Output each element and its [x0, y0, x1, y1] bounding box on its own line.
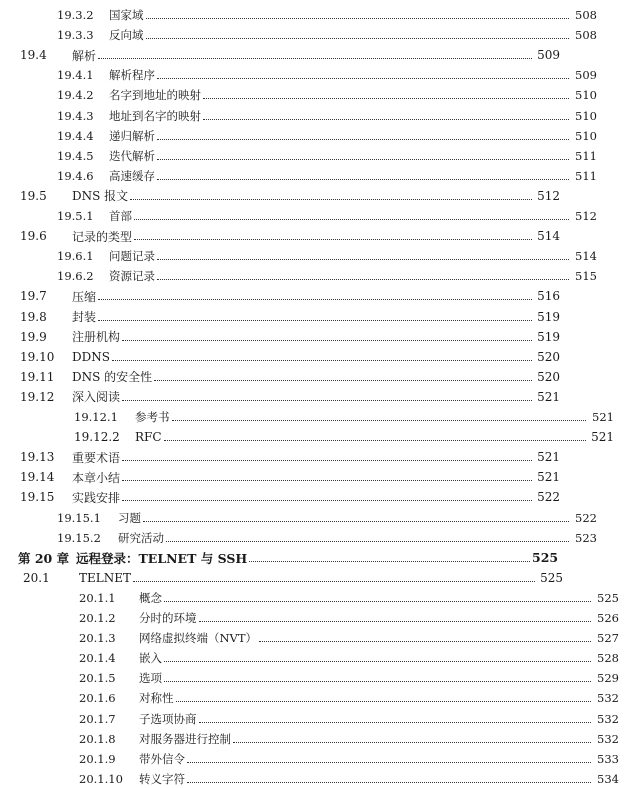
dot-leader [134, 238, 532, 240]
toc-entry-page: 509 [537, 48, 560, 63]
toc-entry[interactable] [0, 267, 611, 285]
toc-entry-page: 521 [592, 410, 614, 424]
toc-entry-title: 国家域 [109, 8, 144, 22]
toc-entry[interactable] [0, 609, 633, 627]
toc-entry-title: 首部 [109, 209, 132, 223]
toc-entry-page: 512 [575, 209, 597, 223]
toc-entry[interactable] [0, 147, 611, 165]
toc-entry-title: RFC [135, 430, 162, 445]
dot-leader [157, 158, 569, 160]
toc-entry[interactable] [0, 46, 574, 64]
dot-leader [164, 680, 591, 682]
toc-entry-number: 19.4.4 [57, 128, 94, 143]
dot-leader [203, 97, 569, 99]
toc-entry[interactable] [0, 388, 574, 406]
toc-entry-number: 19.4.5 [57, 148, 94, 163]
toc-entry-number: 19.15 [20, 490, 55, 505]
toc-entry-page: 529 [597, 671, 619, 686]
toc-entry[interactable] [0, 509, 611, 527]
toc-entry-title: 封装 [72, 310, 97, 324]
toc-entry[interactable] [0, 167, 611, 185]
toc-entry-number: 20.1.2 [79, 611, 116, 625]
toc-entry-page: 516 [537, 289, 560, 304]
dot-leader [146, 17, 570, 19]
toc-entry-number: 19.7 [20, 289, 47, 304]
toc-entry-page: 532 [597, 731, 619, 746]
toc-entry-page: 521 [537, 470, 560, 485]
toc-entry-title: 远程登录：TELNET 与 SSH [76, 550, 248, 566]
toc-entry-number: 19.3.3 [57, 28, 94, 43]
toc-entry-number: 20.1.3 [79, 631, 116, 646]
toc-entry-title: 分时的环境 [139, 611, 197, 625]
toc-entry-number: 19.6 [20, 229, 47, 244]
dot-leader [98, 319, 532, 321]
toc-entry[interactable] [0, 750, 633, 768]
toc-entry[interactable] [0, 6, 611, 24]
toc-entry-page: 520 [537, 369, 560, 384]
toc-entry[interactable] [0, 287, 574, 305]
toc-entry[interactable] [0, 86, 611, 104]
toc-entry[interactable] [0, 488, 574, 506]
toc-entry-page: 508 [575, 8, 597, 22]
toc-entry-number: 19.4.2 [57, 88, 94, 103]
toc-entry-number: 20.1.10 [79, 771, 123, 786]
dot-leader [112, 359, 532, 361]
toc-entry[interactable] [0, 328, 574, 346]
toc-entry-title: 迭代解析 [109, 148, 155, 163]
dot-leader [176, 700, 592, 702]
dot-leader [249, 560, 530, 562]
toc-entry[interactable] [0, 589, 633, 607]
toc-entry[interactable] [0, 448, 574, 466]
toc-entry-page: 532 [597, 711, 619, 726]
toc-entry[interactable] [0, 669, 633, 687]
toc-entry-page: 525 [540, 570, 563, 585]
toc-entry[interactable] [0, 227, 574, 245]
toc-entry-page: 525 [532, 550, 559, 566]
toc-entry[interactable] [0, 348, 574, 366]
toc-entry-number: 19.4.3 [57, 108, 94, 123]
dot-leader [122, 479, 532, 481]
toc-entry-number: 19.10 [20, 349, 55, 364]
toc-entry-number: 19.11 [20, 369, 55, 384]
toc-entry-page: 520 [537, 349, 560, 364]
toc-entry-title: 解析程序 [109, 68, 155, 83]
toc-entry-number: 20.1.4 [79, 651, 116, 666]
toc-entry[interactable] [0, 649, 633, 667]
toc-entry-page: 525 [597, 590, 619, 605]
toc-entry-title: 参考书 [135, 410, 170, 424]
toc-entry-page: 510 [575, 108, 597, 123]
toc-entry-title: 实践安排 [72, 490, 121, 505]
toc-entry-page: 523 [575, 530, 597, 545]
toc-entry-title: 重要术语 [72, 450, 121, 465]
toc-entry[interactable] [0, 408, 628, 426]
toc-entry-title: 习题 [118, 510, 141, 525]
toc-entry-number: 19.15.1 [57, 510, 101, 525]
toc-entry-title: 注册机构 [72, 330, 121, 345]
toc-entry-page: 521 [591, 430, 614, 445]
toc-entry-title: 压缩 [72, 289, 97, 304]
toc-entry-page: 526 [597, 611, 619, 625]
toc-entry-page: 522 [575, 510, 597, 525]
dot-leader [122, 459, 532, 461]
toc-entry-page: 528 [597, 651, 619, 666]
dot-leader [259, 640, 591, 642]
toc-entry[interactable] [0, 549, 572, 567]
toc-entry-number: 19.12.1 [74, 410, 118, 424]
dot-leader [134, 218, 569, 220]
toc-entry-title: 反向域 [109, 28, 144, 43]
toc-entry-number: 19.3.2 [57, 8, 94, 22]
toc-entry-number: 19.8 [20, 309, 47, 324]
toc-entry-page: 514 [537, 229, 560, 244]
toc-entry-title: 研究活动 [118, 530, 164, 545]
dot-leader [130, 198, 532, 200]
dot-leader [166, 540, 569, 542]
toc-entry-page: 519 [537, 309, 560, 324]
toc-entry[interactable] [0, 26, 611, 44]
toc-entry-number: 20.1.1 [79, 590, 116, 605]
toc-entry[interactable] [0, 368, 574, 386]
toc-entry-title: 地址到名字的映射 [109, 108, 201, 123]
toc-entry-page: 527 [597, 631, 619, 646]
toc-entry-title: 递归解析 [109, 128, 155, 143]
toc-entry[interactable] [0, 207, 611, 225]
dot-leader [157, 258, 569, 260]
toc-entry-title: 资源记录 [109, 269, 155, 284]
dot-leader [233, 741, 591, 743]
dot-leader [122, 499, 532, 501]
dot-leader [98, 57, 532, 59]
toc-entry-page: 533 [597, 751, 619, 766]
toc-entry-number: 19.12.2 [74, 430, 120, 445]
dot-leader [203, 118, 569, 120]
dot-leader [164, 600, 591, 602]
toc-entry-title: DDNS [72, 349, 110, 364]
toc-entry[interactable] [0, 770, 633, 788]
toc-entry-title: 名字到地址的映射 [109, 88, 201, 103]
dot-leader [133, 580, 535, 582]
dot-leader [146, 37, 570, 39]
dot-leader [187, 761, 591, 763]
toc-entry-page: 510 [575, 88, 597, 103]
toc-entry-number: 19.15.2 [57, 530, 101, 545]
toc-entry-page: 510 [575, 128, 597, 143]
toc-entry[interactable] [0, 529, 611, 547]
toc-entry-title: DNS 报文 [72, 189, 129, 204]
dot-leader [157, 77, 569, 79]
toc-entry-title: 解析 [72, 48, 97, 63]
toc-entry-title: 本章小结 [72, 470, 121, 485]
toc-entry-number: 19.6.2 [57, 269, 94, 284]
toc-entry-number: 19.12 [20, 389, 55, 404]
toc-entry-number: 20.1.6 [79, 691, 116, 706]
dot-leader [199, 620, 592, 622]
toc-entry-title: 带外信令 [139, 751, 185, 766]
toc-entry-page: 519 [537, 329, 560, 344]
toc-entry[interactable] [0, 428, 628, 446]
toc-entry-number: 19.5.1 [57, 209, 94, 223]
toc-entry-title: 问题记录 [109, 249, 155, 264]
toc-entry-title: 高速缓存 [109, 168, 155, 183]
dot-leader [164, 439, 586, 441]
toc-entry[interactable] [0, 107, 611, 125]
toc-entry-number: 20.1.8 [79, 731, 116, 746]
toc-entry-page: 508 [575, 28, 597, 43]
toc-entry[interactable] [0, 66, 611, 84]
toc-entry-number: 20.1.5 [79, 671, 116, 686]
toc-entry-title: DNS 的安全性 [72, 370, 153, 385]
dot-leader [172, 419, 587, 421]
toc-entry-title: 深入阅读 [72, 390, 121, 405]
toc-entry-page: 534 [597, 771, 619, 786]
toc-entry-page: 511 [575, 168, 597, 183]
toc-entry-title: TELNET [79, 570, 131, 585]
dot-leader [199, 721, 592, 723]
toc-entry-number: 第 20 章 [18, 550, 70, 566]
toc-entry-number: 19.4 [20, 48, 47, 63]
toc-entry-page: 511 [575, 148, 597, 163]
toc-entry-page: 509 [575, 68, 597, 83]
toc-entry-number: 20.1.9 [79, 751, 116, 766]
toc-entry-page: 515 [575, 269, 597, 284]
toc-entry-title: 对称性 [139, 691, 174, 706]
dot-leader [143, 520, 569, 522]
toc-entry-title: 选项 [139, 671, 162, 686]
toc-entry-title: 转义字符 [139, 771, 185, 786]
toc-entry[interactable] [0, 187, 574, 205]
toc-entry-number: 19.6.1 [57, 249, 94, 264]
toc-entry-title: 记录的类型 [72, 229, 133, 244]
toc-entry-page: 521 [537, 389, 560, 404]
toc-entry[interactable] [0, 569, 577, 587]
toc-entry-title: 网络虚拟终端（NVT） [139, 631, 258, 646]
toc-entry-page: 521 [537, 450, 560, 465]
dot-leader [122, 339, 532, 341]
dot-leader [157, 138, 569, 140]
dot-leader [157, 178, 569, 180]
dot-leader [157, 278, 569, 280]
toc-entry[interactable] [0, 689, 633, 707]
dot-leader [122, 399, 532, 401]
toc-entry-number: 20.1.7 [79, 711, 116, 726]
toc-entry[interactable] [0, 730, 633, 748]
toc-entry[interactable] [0, 127, 611, 145]
toc-entry-page: 522 [537, 490, 560, 505]
toc-entry[interactable] [0, 710, 633, 728]
toc-entry[interactable] [0, 247, 611, 265]
toc-entry[interactable] [0, 629, 633, 647]
toc-entry-number: 19.4.1 [57, 68, 94, 83]
toc-entry-page: 512 [537, 188, 560, 203]
toc-entry-number: 20.1 [23, 570, 50, 585]
toc-entry-title: 嵌入 [139, 651, 162, 666]
dot-leader [154, 379, 532, 381]
toc-entry-number: 19.13 [20, 450, 55, 465]
toc-entry-number: 19.9 [20, 329, 47, 344]
toc-entry-page: 514 [575, 249, 597, 264]
toc-entry-title: 对服务器进行控制 [139, 731, 231, 746]
toc-entry[interactable] [0, 468, 574, 486]
toc-entry[interactable] [0, 308, 574, 326]
toc-entry-number: 19.4.6 [57, 168, 94, 183]
toc-entry-number: 19.5 [20, 188, 47, 203]
toc-entry-page: 532 [597, 691, 619, 706]
dot-leader [98, 298, 532, 300]
toc-entry-title: 概念 [139, 590, 162, 605]
dot-leader [164, 660, 591, 662]
toc-entry-number: 19.14 [20, 470, 55, 485]
toc-entry-title: 子选项协商 [139, 711, 197, 726]
dot-leader [187, 781, 591, 783]
